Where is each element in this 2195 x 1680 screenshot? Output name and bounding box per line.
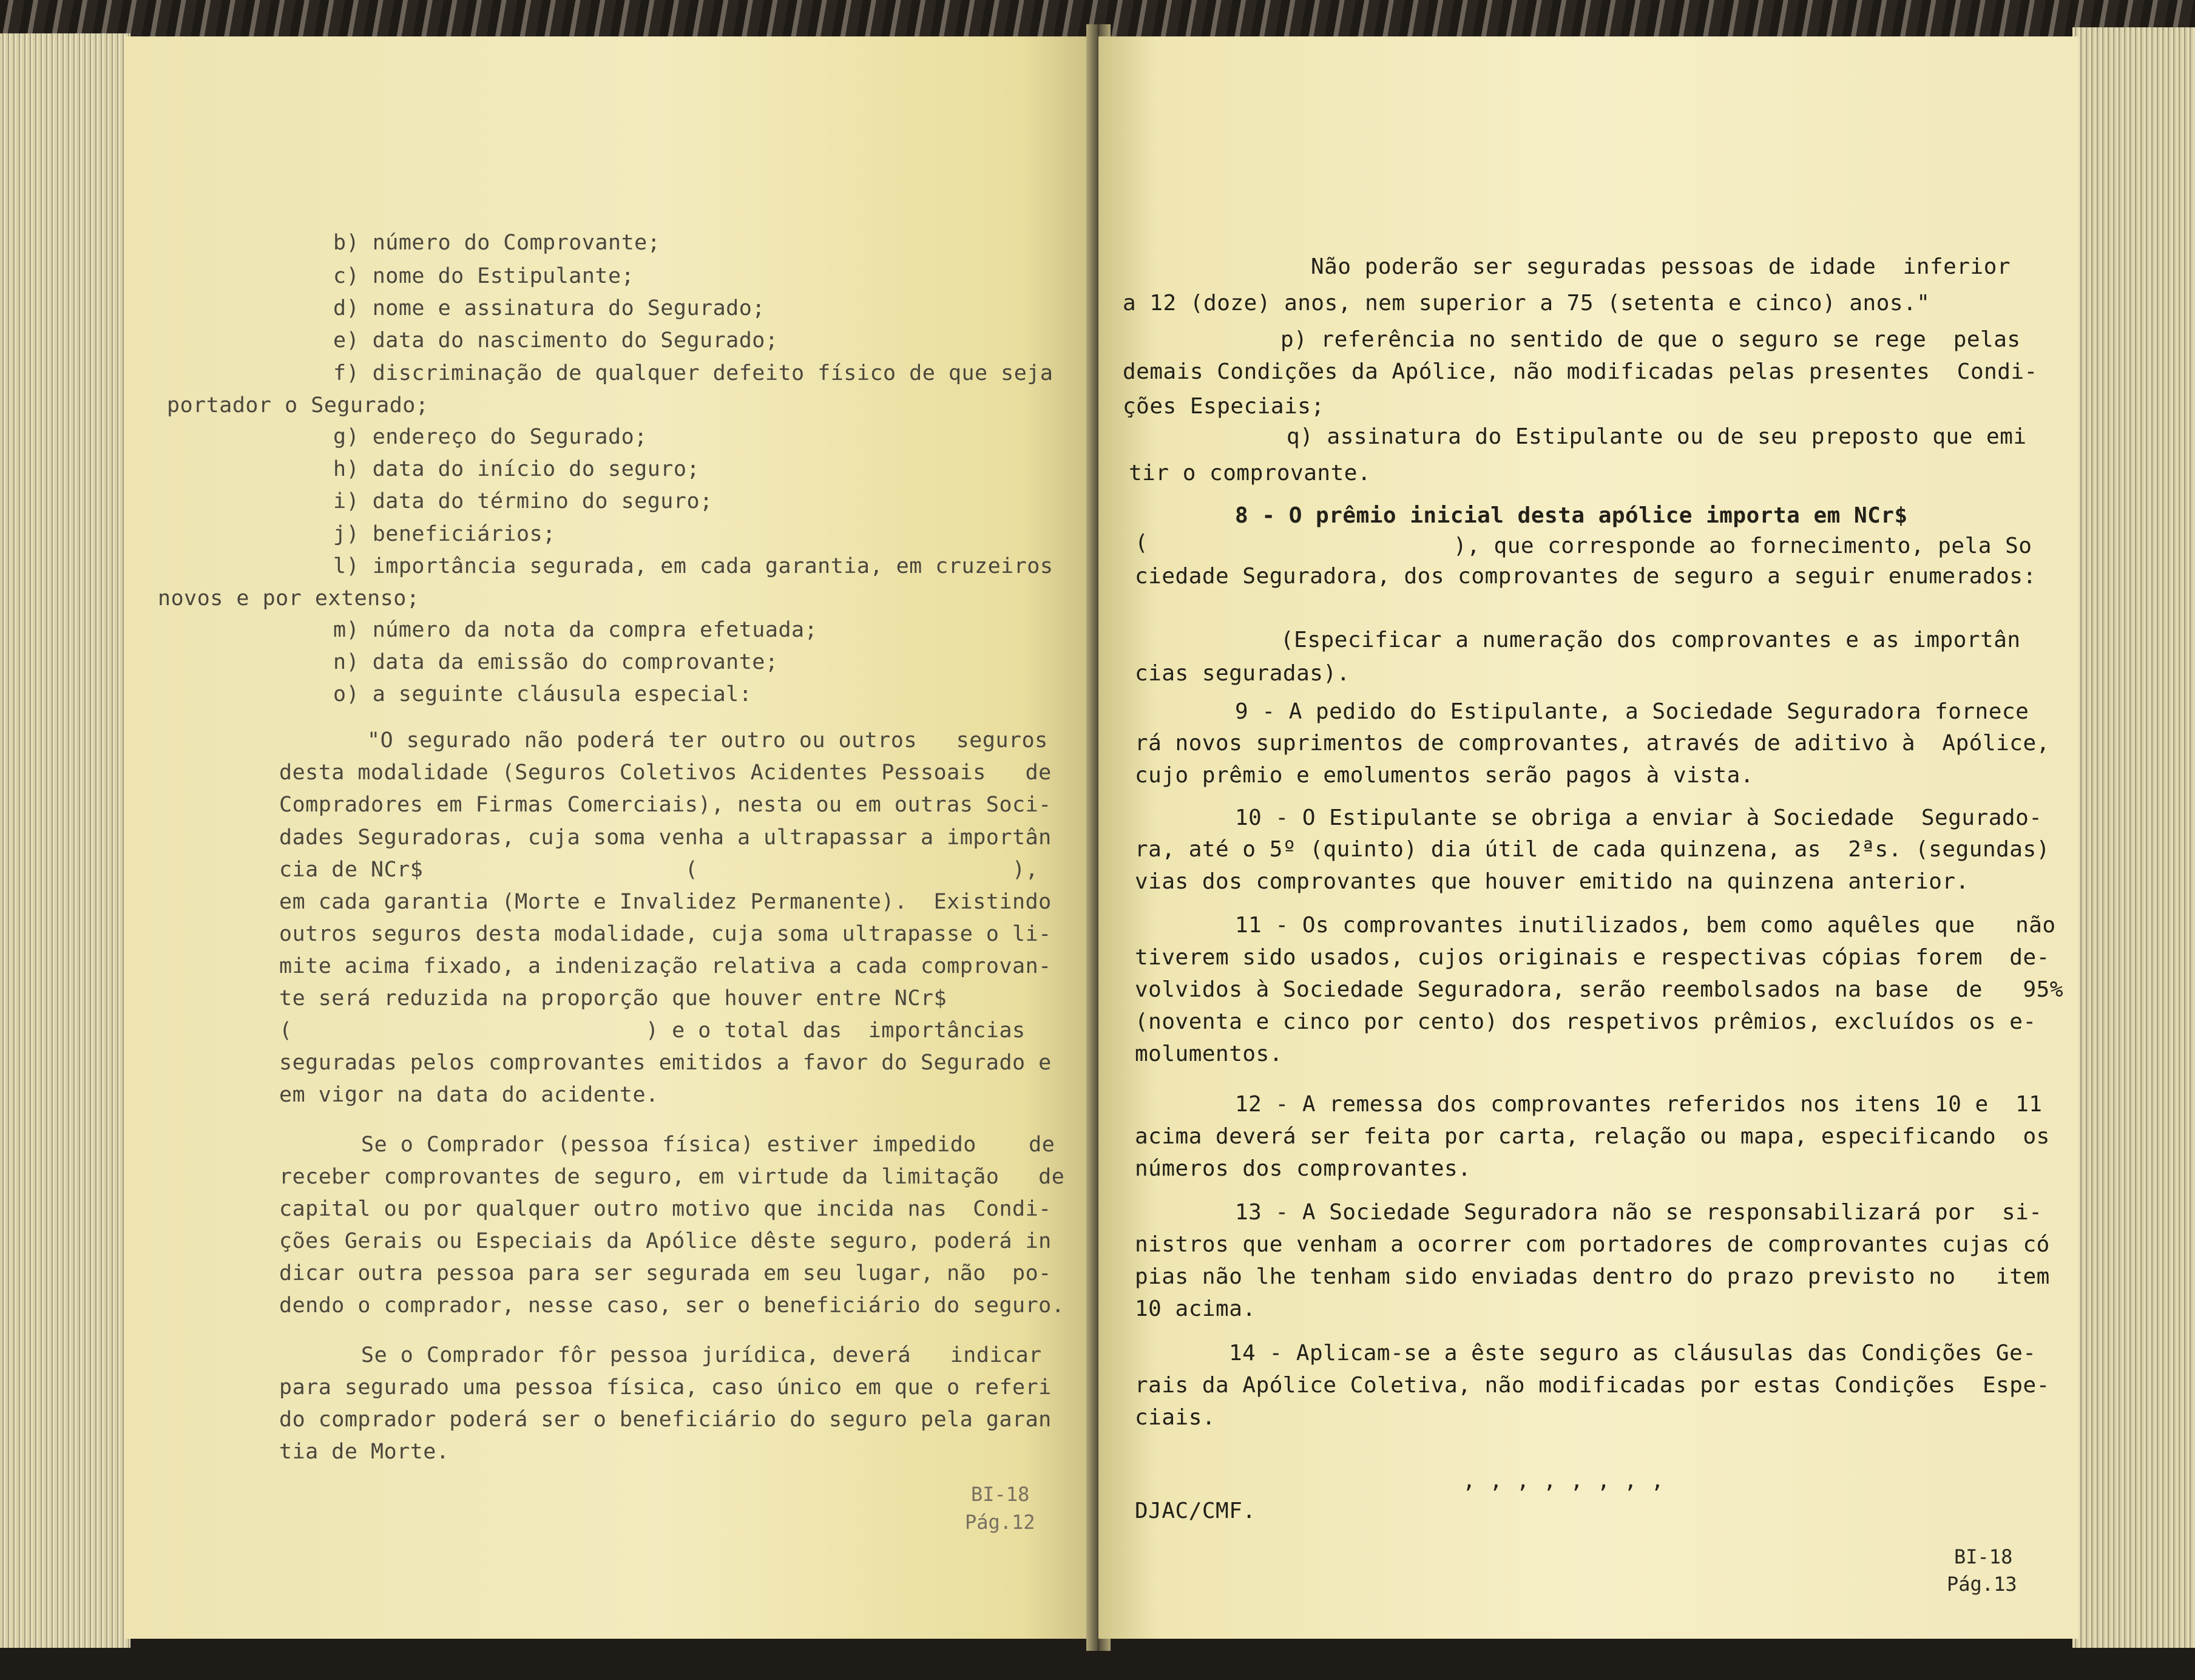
text-line: Não poderão ser seguradas pessoas de idade inferior (1311, 254, 2011, 279)
text-line: 9 - A pedido do Estipulante, a Sociedade Seguradora fornece (1235, 699, 2029, 724)
text-line: volvidos à Sociedade Seguradora, serão reembolsados na base de 95% (1135, 977, 2063, 1002)
text-line: tir o comprovante. (1129, 461, 1371, 486)
left-page (124, 36, 1098, 1639)
text-line: novos e por extenso; (158, 586, 420, 611)
text-line: 12 - A remessa dos comprovantes referidos nos itens 10 e 11 (1235, 1092, 2043, 1117)
text-line: j) beneficiários; (333, 522, 556, 546)
text-line: 14 - Aplicam-se a êste seguro as cláusulas das Condições Ge- (1229, 1341, 2037, 1366)
page-code: BI-18 (1954, 1545, 2013, 1568)
text-line: (Especificar a numeração dos comprovantes e as importân (1280, 628, 2021, 652)
text-line: cujo prêmio e emolumentos serão pagos à vista. (1135, 763, 1754, 788)
text-line: ciedade Seguradora, dos comprovantes de seguro a seguir enumerados: (1135, 564, 2037, 589)
text-line: vias dos comprovantes que houver emitido na quinzena anterior. (1135, 869, 1969, 894)
text-line: molumentos. (1135, 1042, 1283, 1066)
text-line: receber comprovantes de seguro, em virtude da limitação de (279, 1165, 1065, 1189)
page-number: Pág.13 (1947, 1573, 2017, 1596)
text-line: (noventa e cinco por cento) dos respetivos prêmios, excluídos os e- (1135, 1009, 2037, 1034)
text-line: i) data do término do seguro; (333, 489, 713, 513)
text-line: 11 - Os comprovantes inutilizados, bem como aquêles que não (1235, 913, 2056, 938)
text-line: 10 - O Estipulante se obriga a enviar à Sociedade Segurado- (1235, 805, 2043, 830)
text-line: para segurado uma pessoa física, caso único em que o referi (279, 1375, 1052, 1400)
text-line: ra, até o 5º (quinto) dia útil de cada quinzena, as 2ªs. (segundas) (1135, 837, 2050, 862)
text-line: 13 - A Sociedade Seguradora não se responsabilizará por si- (1235, 1200, 2043, 1225)
text-line: ciais. (1135, 1405, 1216, 1430)
text-line: o) a seguinte cláusula especial: (333, 682, 753, 706)
text-line: cia de NCr$ ( ), (279, 858, 1039, 882)
text-line: b) número do Comprovante; (333, 231, 661, 255)
text-line: outros seguros desta modalidade, cuja soma ultrapasse o li- (279, 922, 1052, 946)
text-line: rá novos suprimentos de comprovantes, através de aditivo à Apólice, (1135, 731, 2050, 756)
text-line: ções Gerais ou Especiais da Apólice dêste seguro, poderá in (279, 1229, 1052, 1253)
text-line: acima deverá ser feita por carta, relação ou mapa, especificando os (1135, 1124, 2050, 1149)
text-line: d) nome e assinatura do Segurado; (333, 296, 765, 320)
text-line: dendo o comprador, nesse caso, ser o beneficiário do seguro. (279, 1293, 1065, 1318)
text-line: ), que corresponde ao fornecimento, pela So (1453, 533, 2032, 558)
text-line: q) assinatura do Estipulante ou de seu preposto que emi (1287, 424, 2027, 449)
text-line: tiverem sido usados, cujos originais e respectivas cópias forem de- (1135, 945, 2050, 970)
text-line: demais Condições da Apólice, não modificadas pelas presentes Condi- (1123, 359, 2038, 384)
right-page-edges (2072, 27, 2195, 1648)
text-line: Se o Comprador (pessoa física) estiver impedido de (361, 1133, 1055, 1157)
text-line: ( ) e o total das importâncias (279, 1018, 1026, 1043)
text-line: números dos comprovantes. (1135, 1156, 1472, 1181)
text-line: n) data da emissão do comprovante; (333, 650, 779, 674)
text-line: l) importância segurada, em cada garantia, em cruzeiros (333, 554, 1054, 578)
text-line: ( (1135, 530, 1149, 555)
text-line: mite acima fixado, a indenização relativa a cada comprovan- (279, 954, 1052, 978)
text-line: a 12 (doze) anos, nem superior a 75 (setenta e cinco) anos." (1123, 291, 1930, 316)
text-line: p) referência no sentido de que o seguro se rege pelas (1280, 327, 2021, 352)
text-line: rais da Apólice Coletiva, não modificadas por estas Condições Espe- (1135, 1373, 2050, 1398)
text-line: 10 acima. (1135, 1296, 1256, 1321)
text-line: do comprador poderá ser o beneficiário do seguro pela garan (279, 1407, 1052, 1432)
text-line: em cada garantia (Morte e Invalidez Permanente). Existindo (279, 890, 1052, 914)
text-line: f) discriminação de qualquer defeito físico de que seja (333, 361, 1054, 385)
text-line: m) número da nota da compra efetuada; (333, 618, 818, 642)
text-line: portador o Segurado; (167, 393, 429, 418)
text-line: tia de Morte. (279, 1440, 450, 1464)
text-line: Compradores em Firmas Comerciais), nesta ou em outras Soci- (279, 793, 1052, 817)
text-line: nistros que venham a ocorrer com portadores de comprovantes cujas có (1135, 1232, 2050, 1257)
text-line: pias não lhe tenham sido enviadas dentro do prazo previsto no item (1135, 1264, 2050, 1289)
text-line: desta modalidade (Seguros Coletivos Acidentes Pessoais de (279, 760, 1052, 785)
text-line: dades Seguradoras, cuja soma venha a ultrapassar a importân (279, 825, 1052, 850)
text-line: e) data do nascimento do Segurado; (333, 328, 779, 353)
text-line: g) endereço do Segurado; (333, 425, 648, 449)
author-initials: DJAC/CMF. (1135, 1499, 1256, 1523)
text-line: em vigor na data do acidente. (279, 1083, 659, 1107)
text-line: seguradas pelos comprovantes emitidos a favor do Segurado e (279, 1051, 1052, 1075)
text-line: dicar outra pessoa para ser segurada em seu lugar, não po- (279, 1261, 1052, 1285)
text-line: "O segurado não poderá ter outro ou outros seguros (367, 728, 1048, 753)
text-line: te será reduzida na proporção que houver entre NCr$ (279, 986, 947, 1011)
text-line: Se o Comprador fôr pessoa jurídica, deverá indicar (361, 1343, 1042, 1367)
page-number: Pág.12 (965, 1511, 1035, 1534)
right-page (1098, 36, 2078, 1639)
text-line: 8 - O prêmio inicial desta apólice importa em NCr$ (1235, 503, 1908, 528)
text-line: cias seguradas). (1135, 661, 1350, 686)
separator-marks: , , , , , , , , (1463, 1468, 1665, 1493)
text-line: c) nome do Estipulante; (333, 264, 635, 288)
text-line: h) data do início do seguro; (333, 457, 700, 481)
page-code: BI-18 (971, 1483, 1030, 1506)
text-line: capital ou por qualquer outro motivo que incida nas Condi- (279, 1197, 1052, 1221)
text-line: ções Especiais; (1123, 394, 1325, 419)
left-page-edges (0, 33, 130, 1648)
